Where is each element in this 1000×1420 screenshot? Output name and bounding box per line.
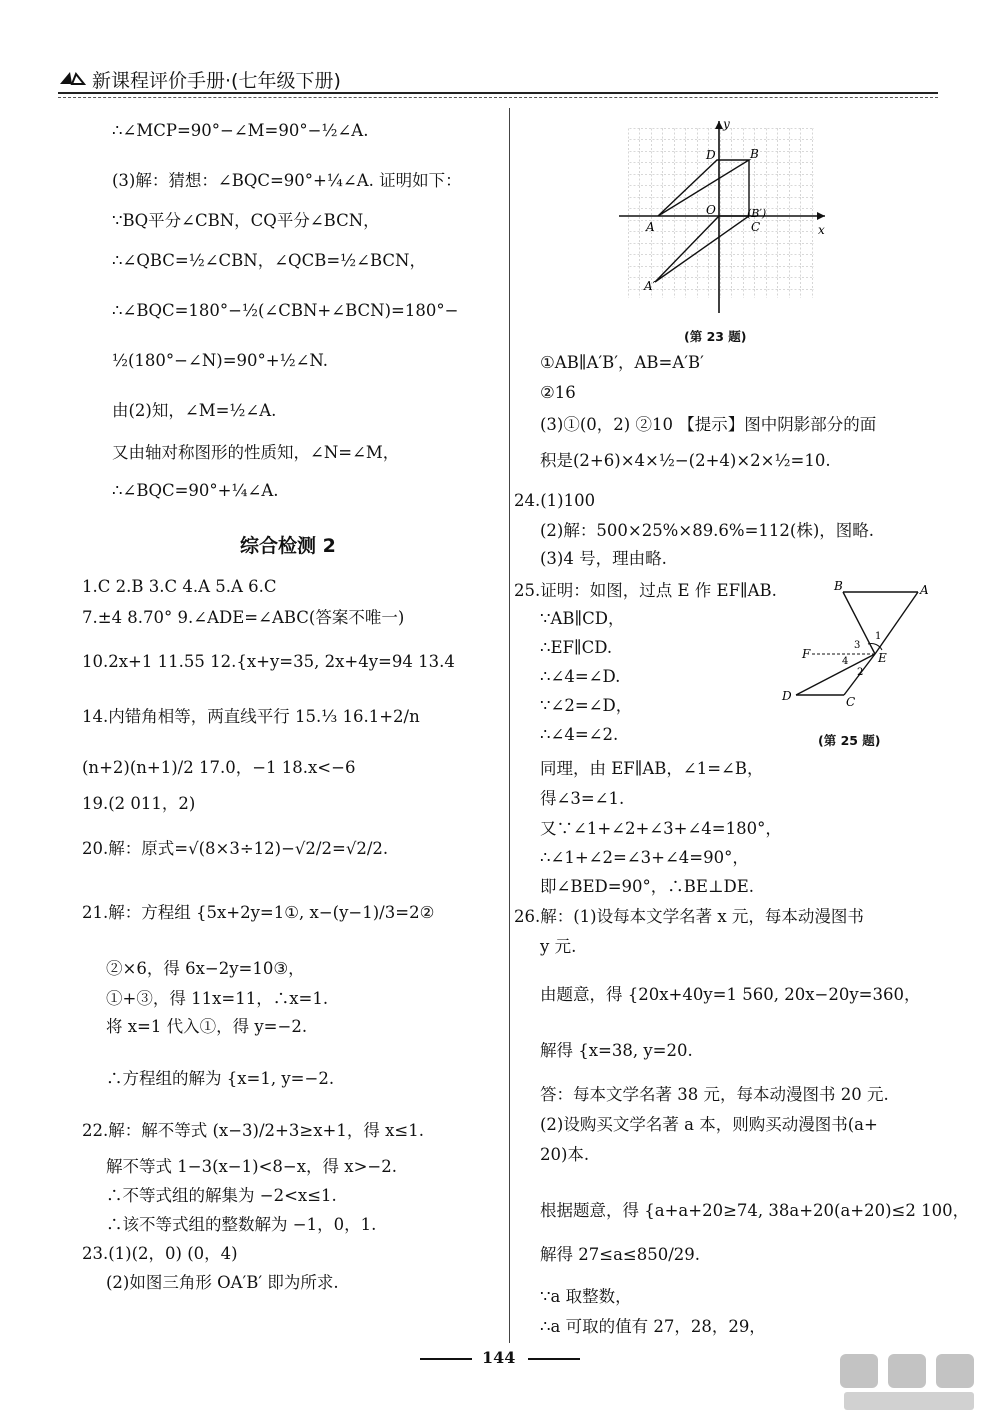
angle-label-3: 3	[854, 640, 861, 651]
text-line: 由(2)知，∠M=½∠A.	[112, 401, 277, 420]
answer-line: 得∠3=∠1.	[540, 789, 625, 808]
point-label-a-prime: A′	[644, 279, 656, 293]
answer-line: 20)本.	[540, 1145, 590, 1164]
figure-23-caption: (第 23 题)	[684, 329, 747, 344]
answer-line: 23.(1)(2，0) (0，4)	[82, 1244, 238, 1263]
angle-label-1: 1	[875, 631, 882, 642]
answer-line: (n+2)(n+1)/2 17.0，−1 18.x<−6	[82, 758, 356, 777]
point-label-d: D	[706, 148, 716, 162]
point-label-b-prime: (B′)	[747, 207, 767, 220]
text-line: 又由轴对称图形的性质知，∠N=∠M，	[112, 443, 400, 462]
answer-line: ∴∠1+∠2=∠3+∠4=90°，	[540, 848, 749, 867]
answer-line: ∵a 取整数，	[540, 1287, 632, 1306]
answer-line: ②×6，得 6x−2y=10③，	[106, 959, 305, 978]
header-title: 新课程评价手册·(七年级下册)	[92, 70, 341, 92]
header-rule-dashed	[58, 97, 938, 98]
answer-line: (3)4 号，理由略.	[540, 549, 667, 568]
answer-line: ∴该不等式组的整数解为 −1，0，1.	[106, 1215, 377, 1234]
answer-line: 又∵∠1+∠2+∠3+∠4=180°，	[540, 819, 782, 838]
answer-line: 1.C 2.B 3.C 4.A 5.A 6.C	[82, 577, 277, 596]
answer-line: 7.±4 8.70° 9.∠ADE=∠ABC(答案不唯一)	[82, 608, 405, 627]
point-label-c: C	[751, 220, 761, 234]
answer-line: 26.解：(1)设每本文学名著 x 元，每本动漫图书	[514, 907, 864, 926]
header-rule	[58, 92, 938, 94]
answer-line: 将 x=1 代入①，得 y=−2.	[106, 1017, 308, 1036]
figure-25-caption: (第 25 题)	[818, 733, 881, 748]
answer-line: ∵AB∥CD，	[540, 609, 625, 628]
answer-line: 24.(1)100	[514, 491, 596, 510]
text-line: ∴∠BQC=90°+¼∠A.	[112, 481, 279, 500]
point-label-e: E	[878, 651, 887, 665]
point-label-c: C	[846, 695, 856, 709]
page-footer	[420, 1346, 580, 1376]
text-line: 积是(2+6)×4×½−(2+4)×2×½=10.	[540, 451, 831, 470]
answer-line: ∴∠4=∠D.	[540, 667, 621, 686]
angle-label-2: 2	[857, 667, 864, 678]
answer-line: ①+③，得 11x=11，∴x=1.	[106, 989, 329, 1008]
book-icon	[58, 66, 86, 93]
watermark-logo	[838, 1352, 988, 1414]
answer-line: (2)如图三角形 OA′B′ 即为所求.	[106, 1273, 339, 1292]
answer-line: 根据题意，得 {a+a+20≥74, 38a+20(a+20)≤2 100，	[540, 1201, 970, 1220]
x-axis-label: x	[818, 223, 825, 237]
answer-line: 19.(2 011，2)	[82, 794, 196, 813]
column-divider	[509, 108, 510, 1343]
section-title: 综合检测 2	[240, 535, 336, 557]
answer-line: 10.2x+1 11.55 12.{x+y=35, 2x+4y=94 13.4	[82, 652, 455, 671]
footer-ornament-left	[420, 1358, 472, 1360]
answer-line: 22.解：解不等式 (x−3)/2+3≥x+1，得 x≤1.	[82, 1121, 424, 1140]
answer-line: 即∠BED=90°，∴BE⊥DE.	[540, 877, 755, 896]
answer-line: (2)解：500×25%×89.6%=112(株)，图略.	[540, 521, 875, 540]
text-line: ∴∠QBC=½∠CBN，∠QCB=½∠BCN，	[112, 251, 426, 270]
answer-line: (2)设购买文学名著 a 本，则购买动漫图书(a+	[540, 1115, 878, 1134]
text-line: ∴∠MCP=90°−∠M=90°−½∠A.	[112, 121, 369, 140]
point-label-b: B	[834, 579, 843, 593]
point-label-d: D	[782, 689, 792, 703]
text-line: ∵BQ平分∠CBN，CQ平分∠BCN，	[112, 211, 380, 230]
text-line: ∴∠BQC=180°−½(∠CBN+∠BCN)=180°−	[112, 301, 459, 320]
text-line: (3)解：猜想：∠BQC=90°+¼∠A. 证明如下：	[112, 171, 462, 190]
answer-line: ∴a 可取的值有 27，28，29，	[540, 1317, 766, 1336]
page-number: 144	[482, 1348, 516, 1367]
text-line: (3)①(0，2) ②10 【提示】图中阴影部分的面	[540, 415, 877, 434]
answer-line: 25.证明：如图，过点 E 作 EF∥AB.	[514, 581, 777, 600]
point-label-f: F	[802, 647, 811, 661]
answer-line: 解不等式 1−3(x−1)<8−x，得 x>−2.	[106, 1157, 397, 1176]
answer-line: 解得 {x=38, y=20.	[540, 1041, 693, 1060]
point-label-o: O	[706, 203, 716, 217]
page-header	[58, 62, 938, 96]
answer-line: 20.解：原式=√(8×3÷12)−√2/2=√2/2.	[82, 839, 389, 858]
text-line: ½(180°−∠N)=90°+½∠N.	[112, 351, 329, 370]
answer-line: ∴EF∥CD.	[540, 638, 613, 657]
figure-23-coordinate-grid	[615, 118, 830, 318]
angle-label-4: 4	[842, 656, 849, 667]
answer-line: ∴∠4=∠2.	[540, 725, 619, 744]
answer-line: ∵∠2=∠D，	[540, 696, 633, 715]
answer-line: ∴方程组的解为 {x=1, y=−2.	[106, 1069, 335, 1088]
answer-line: 21.解：方程组 {5x+2y=1①, x−(y−1)/3=2②	[82, 903, 435, 922]
text-line: ①AB∥A′B′，AB=A′B′	[540, 353, 704, 372]
figure-25-diagram	[778, 578, 938, 738]
answer-line: y 元.	[540, 937, 577, 956]
answer-line: 答：每本文学名著 38 元，每本动漫图书 20 元.	[540, 1085, 889, 1104]
footer-ornament-right	[528, 1358, 580, 1360]
point-label-a: A	[920, 583, 929, 597]
answer-line: 解得 27≤a≤850/29.	[540, 1245, 701, 1264]
y-axis-label: y	[723, 118, 730, 131]
answer-line: 同理，由 EF∥AB，∠1=∠B，	[540, 759, 764, 778]
answer-line: 14.内错角相等，两直线平行 15.⅓ 16.1+2/n	[82, 707, 420, 726]
point-label-a: A	[646, 220, 655, 234]
answer-line: 由题意，得 {20x+40y=1 560, 20x−20y=360，	[540, 985, 921, 1004]
text-line: ②16	[540, 383, 576, 402]
point-label-b: B	[750, 147, 759, 161]
answer-line: ∴不等式组的解集为 −2<x≤1.	[106, 1186, 337, 1205]
